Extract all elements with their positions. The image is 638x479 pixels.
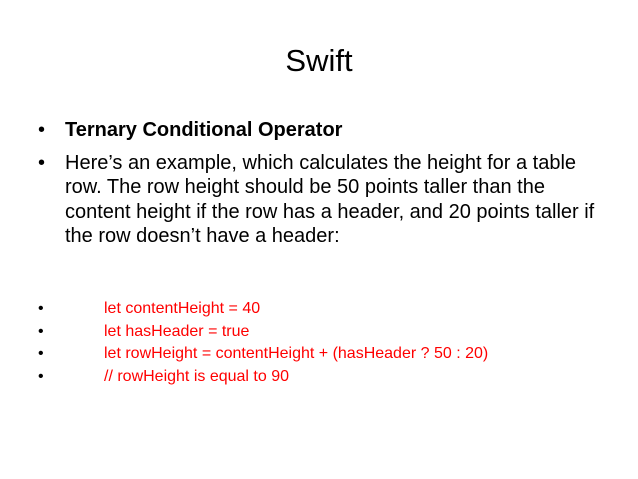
slide-title: Swift [285, 43, 353, 78]
bullet-dot: • [38, 345, 44, 362]
code-bullet-list [38, 298, 618, 388]
code-text: let hasHeader = true [104, 322, 250, 340]
bullet-heading: Ternary Conditional Operator [65, 119, 343, 141]
code-line [38, 321, 618, 344]
bullet-description: Here’s an example, which calculates the height for a table row. The row height should be 50 points taller than the content height if the row has a header, and 20 points taller if the row doesn’t have a header: [65, 151, 595, 247]
bullet-dot: • [38, 367, 44, 385]
bullet-dot: • [38, 151, 46, 174]
main-bullet-list [38, 118, 598, 257]
code-line [38, 366, 618, 389]
bullet-dot: • [38, 119, 46, 141]
bullet-item [38, 151, 598, 249]
code-text: let contentHeight = 40 [104, 300, 261, 317]
code-text: let rowHeight = contentHeight + (hasHeader ? 50 : 20) [104, 345, 489, 362]
code-text: // rowHeight is equal to 90 [104, 367, 289, 385]
bullet-item [38, 118, 598, 143]
code-line [38, 298, 618, 321]
bullet-dot: • [38, 322, 44, 340]
bullet-dot: • [38, 300, 44, 317]
code-line [38, 343, 618, 366]
